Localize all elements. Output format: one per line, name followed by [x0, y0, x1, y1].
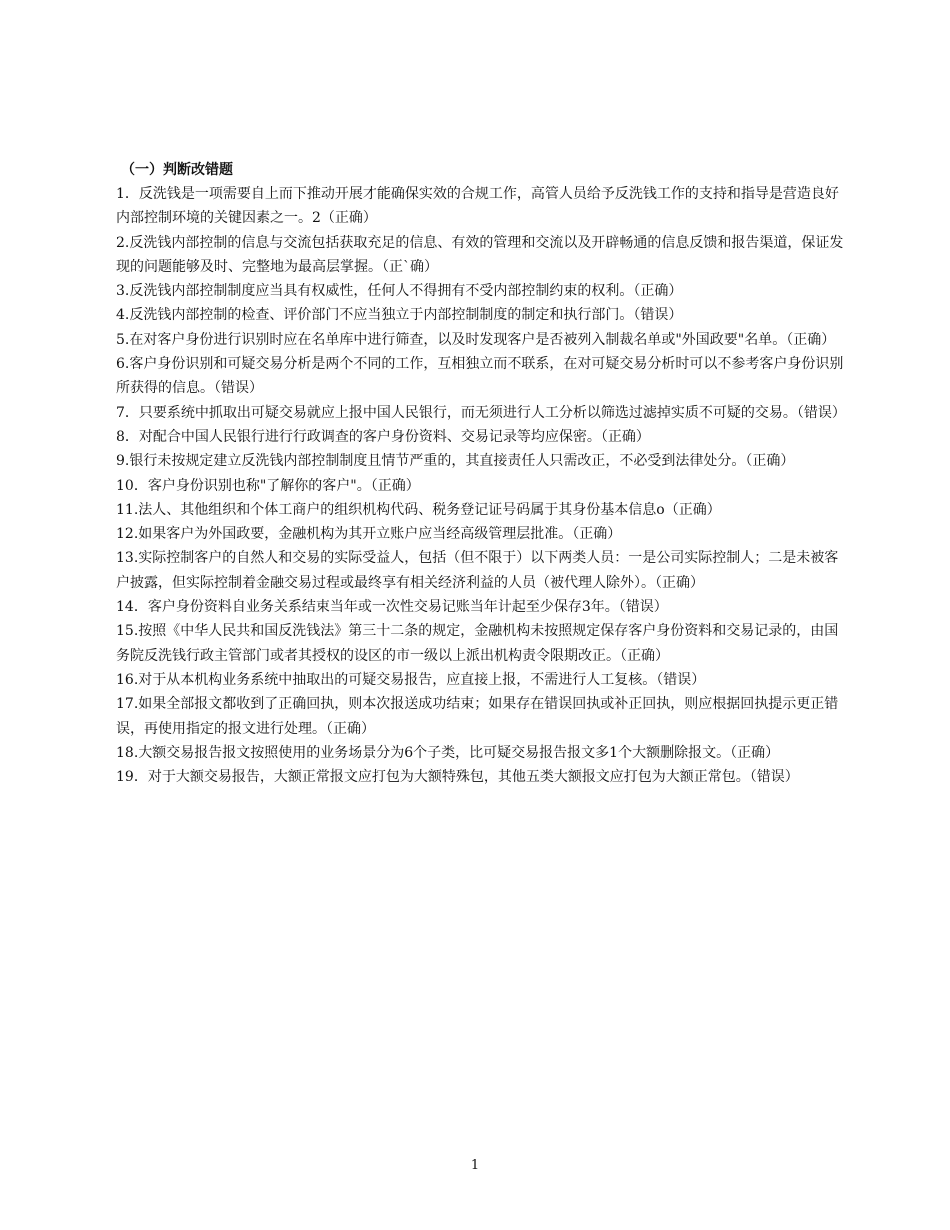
question-item-18: 18.大额交易报告报文按照使用的业务场景分为6个子类，比可疑交易报告报文多1个大额删除报文。（正确）	[116, 744, 780, 761]
question-item-7: 7．只要系统中抓取出可疑交易就应上报中国人民银行，而无须进行人工分析以筛选过滤掉实质不可疑的交易。（错误）	[116, 404, 846, 421]
question-item-17: 17.如果全部报文都收到了正确回执，则本次报送成功结束；如果存在错误回执或补正回执，则应根据回执提示更正错误，再使用指定的报文进行处理。（正确）	[116, 696, 839, 737]
section-heading: （一）判断改错题	[121, 162, 233, 178]
question-item-12: 12.如果客户为外国政要，金融机构为其开立账户应当经高级管理层批准。（正确）	[116, 526, 622, 543]
question-item-9: 9.银行未按规定建立反洗钱内部控制制度且情节严重的，其直接责任人只需改正，不必受到法律处分。（正确）	[116, 453, 795, 470]
question-item-19: 19．对于大额交易报告，大额正常报文应打包为大额特殊包，其他五类大额报文应打包为大额正常包。（错误）	[116, 769, 799, 786]
question-item-5: 5.在对客户身份进行识别时应在名单库中进行筛查，以及时发现客户是否被列入制裁名单或"外国政要"名单。（正确）	[116, 331, 836, 348]
question-item-13: 13.实际控制客户的自然人和交易的实际受益人，包括（但不限于）以下两类人员：一是公司实际控制人；二是未被客户披露，但实际控制着金融交易过程或最终享有相关经济利益的人员（被代理人除外）。（正确）	[116, 550, 839, 591]
document-body	[116, 158, 846, 789]
question-item-11: 11.法人、其他组织和个体工商户的组织机构代码、税务登记证号码属于其身份基本信息o（正确）	[116, 501, 721, 518]
question-list	[116, 182, 846, 789]
page-number: 1	[470, 1158, 480, 1173]
question-item-8: 8．对配合中国人民银行进行行政调查的客户身份资料、交易记录等均应保密。（正确）	[116, 428, 650, 445]
question-item-2: 2.反洗钱内部控制的信息与交流包括获取充足的信息、有效的管理和交流以及开辟畅通的信息反馈和报告渠道，保证发现的问题能够及时、完整地为最高层掌握。（正`确）	[116, 234, 844, 275]
question-item-10: 10．客户身份识别也称"了解你的客户"。（正确）	[116, 477, 420, 494]
question-item-16: 16.对于从本机构业务系统中抽取出的可疑交易报告，应直接上报，不需进行人工复核。（错误）	[116, 671, 706, 688]
question-item-15: 15.按照《中华人民共和国反洗钱法》第三十二条的规定，金融机构未按照规定保存客户身份资料和交易记录的，由国务院反洗钱行政主管部门或者其授权的设区的市一级以上派出机构责令限期改正。（正确）	[116, 623, 839, 664]
question-item-14: 14．客户身份资料自业务关系结束当年或一次性交易记账当年计起至少保存3年。（错误）	[116, 599, 668, 616]
question-item-4: 4.反洗钱内部控制的检查、评价部门不应当独立于内部控制制度的制定和执行部门。（错误）	[116, 307, 683, 324]
question-item-6: 6.客户身份识别和可疑交易分析是两个不同的工作，互相独立而不联系，在对可疑交易分析时可以不参考客户身份识别所获得的信息。（错误）	[116, 356, 844, 397]
question-item-1: 1．反洗钱是一项需要自上而下推动开展才能确保实效的合规工作，高管人员给予反洗钱工作的支持和指导是营造良好内部控制环境的关键因素之一。2（正确）	[116, 186, 839, 227]
question-item-3: 3.反洗钱内部控制制度应当具有权威性，任何人不得拥有不受内部控制约束的权利。（正确）	[116, 283, 683, 300]
